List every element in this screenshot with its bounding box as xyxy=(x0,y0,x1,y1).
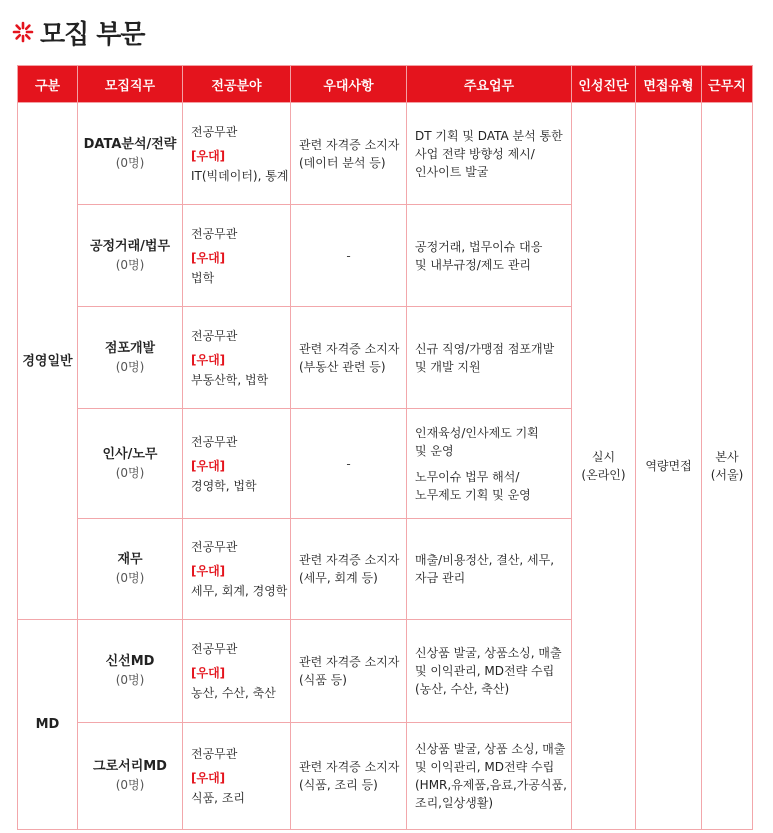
major-main: 전공무관 xyxy=(191,226,238,241)
sunburst-icon xyxy=(12,21,34,43)
major-main: 전공무관 xyxy=(191,328,238,343)
table-header-row xyxy=(18,66,753,103)
preference-cell xyxy=(291,307,407,409)
major-pref: 법학 xyxy=(191,270,215,285)
job-cell xyxy=(78,307,183,409)
job-cell xyxy=(78,205,183,307)
recruitment-table xyxy=(17,65,753,830)
duty-line: 조리,일상생활) xyxy=(415,796,494,810)
location-line: 본사 xyxy=(715,450,739,464)
duty-line: 인사이트 발굴 xyxy=(415,164,489,179)
interview-type: 역량면접 xyxy=(645,459,692,473)
header-preference: 우대사항 xyxy=(291,66,407,103)
pref-label: [우대] xyxy=(191,458,226,473)
duty-line: 및 내부규정/제도 관리 xyxy=(415,257,532,272)
duty-line: 노무이슈 법무 해석/ xyxy=(415,469,520,484)
duties-cell xyxy=(407,103,572,205)
interview-cell xyxy=(636,103,702,830)
major-cell xyxy=(183,723,291,830)
header-duties: 주요업무 xyxy=(407,66,572,103)
job-cell xyxy=(78,519,183,620)
major-main: 전공무관 xyxy=(191,747,238,761)
major-main: 전공무관 xyxy=(191,124,238,139)
header-interview: 면접유형 xyxy=(636,66,702,103)
major-cell xyxy=(183,620,291,723)
header-category: 구분 xyxy=(18,66,78,103)
preference-line: 관련 자격증 소지자 xyxy=(299,655,400,669)
preference-cell xyxy=(291,723,407,830)
category-label: MD xyxy=(35,717,60,732)
job-cell xyxy=(78,620,183,723)
duty-line: 신상품 발굴, 상품 소싱, 매출 xyxy=(415,742,566,756)
duty-line: (HMR,유제품,음료,가공식품, xyxy=(415,778,567,792)
major-pref: 경영학, 법학 xyxy=(191,478,257,493)
category-cell xyxy=(18,620,78,830)
preference-cell xyxy=(291,519,407,620)
major-pref: 부동산학, 법학 xyxy=(191,372,269,387)
job-count: (0명) xyxy=(115,673,145,687)
preference-cell xyxy=(291,620,407,723)
duties-cell xyxy=(407,205,572,307)
job-cell xyxy=(78,103,183,205)
duty-line: (농산, 수산, 축산) xyxy=(415,682,510,696)
duties-cell xyxy=(407,307,572,409)
job-cell xyxy=(78,409,183,519)
preference-line: (식품 등) xyxy=(299,673,347,687)
duty-line: 및 개발 지원 xyxy=(415,359,481,374)
duties-cell xyxy=(407,519,572,620)
duty-line: 및 운영 xyxy=(415,443,454,458)
duty-line: 신규 직영/가맹점 점포개발 xyxy=(415,341,555,356)
preference-line: 관련 자격증 소지자 xyxy=(299,553,400,567)
job-cell xyxy=(78,723,183,830)
pref-label: [우대] xyxy=(191,250,226,265)
preference-line: 관련 자격증 소지자 xyxy=(299,341,400,356)
job-name: 그로서리MD xyxy=(93,759,167,774)
major-main: 전공무관 xyxy=(191,642,238,656)
major-main: 전공무관 xyxy=(191,434,238,449)
duty-line: 매출/비용정산, 결산, 세무, xyxy=(415,553,555,567)
header-major: 전공분야 xyxy=(183,66,291,103)
duty-line: 자금 관리 xyxy=(415,571,466,585)
duty-line: 인재육성/인사제도 기획 xyxy=(415,425,539,440)
preference-cell xyxy=(291,205,407,307)
pref-label: [우대] xyxy=(191,564,226,578)
duty-line: 사업 전략 방향성 제시/ xyxy=(415,146,535,161)
duties-cell xyxy=(407,409,572,519)
duties-cell xyxy=(407,723,572,830)
page-title: 모집 부문 xyxy=(40,19,145,50)
duty-line: 공정거래, 법무이슈 대응 xyxy=(415,239,543,254)
preference-line: - xyxy=(346,456,351,471)
job-name: 재무 xyxy=(117,552,143,567)
job-count: (0명) xyxy=(115,571,145,585)
duty-line: 및 이익관리, MD전략 수립 xyxy=(415,760,555,774)
major-cell xyxy=(183,103,291,205)
major-cell xyxy=(183,205,291,307)
header-job: 모집직무 xyxy=(78,66,183,103)
location-cell xyxy=(702,103,753,830)
major-main: 전공무관 xyxy=(191,540,238,554)
preference-line: (세무, 회계 등) xyxy=(299,571,378,585)
header-personality: 인성진단 xyxy=(572,66,636,103)
duties-cell xyxy=(407,620,572,723)
job-name: 신선MD xyxy=(105,654,155,669)
duty-line: 신상품 발굴, 상품소싱, 매출 xyxy=(415,646,562,660)
duty-line: 및 이익관리, MD전략 수립 xyxy=(415,664,555,678)
pref-label: [우대] xyxy=(191,666,226,680)
preference-line: 관련 자격증 소지자 xyxy=(299,760,400,774)
job-count: (0명) xyxy=(115,465,145,480)
major-pref: 농산, 수산, 축산 xyxy=(191,686,276,700)
major-pref: 식품, 조리 xyxy=(191,791,245,805)
job-count: (0명) xyxy=(115,778,145,792)
pref-label: [우대] xyxy=(191,148,226,163)
personality-line: (온라인) xyxy=(581,468,626,482)
job-count: (0명) xyxy=(115,359,145,374)
category-label: 경영일반 xyxy=(22,353,73,369)
pref-label: [우대] xyxy=(191,352,226,367)
major-cell xyxy=(183,519,291,620)
preference-line: (데이터 분석 등) xyxy=(299,155,386,170)
personality-line: 실시 xyxy=(591,450,616,464)
major-pref: 세무, 회계, 경영학 xyxy=(191,584,288,598)
preference-line: - xyxy=(346,248,351,263)
preference-cell xyxy=(291,409,407,519)
job-name: DATA분석/전략 xyxy=(83,136,177,152)
location-line: (서울) xyxy=(710,468,744,482)
job-count: (0명) xyxy=(115,155,145,170)
duty-line: DT 기획 및 DATA 분석 통한 xyxy=(415,128,563,143)
preference-line: (식품, 조리 등) xyxy=(299,778,378,792)
category-cell xyxy=(18,103,78,620)
job-name: 공정거래/법무 xyxy=(89,238,171,254)
job-name: 점포개발 xyxy=(104,340,156,356)
table-row xyxy=(18,103,753,205)
major-cell xyxy=(183,409,291,519)
section-title xyxy=(12,12,145,52)
personality-cell xyxy=(572,103,636,830)
job-count: (0명) xyxy=(115,257,145,272)
major-cell xyxy=(183,307,291,409)
job-name: 인사/노무 xyxy=(102,446,158,462)
header-location: 근무지 xyxy=(702,66,753,103)
major-pref: IT(빅데이터), 통계 xyxy=(191,168,289,183)
preference-line: 관련 자격증 소지자 xyxy=(299,137,400,152)
preference-line: (부동산 관련 등) xyxy=(299,359,386,374)
duty-line: 노무제도 기획 및 운영 xyxy=(415,487,531,502)
preference-cell xyxy=(291,103,407,205)
pref-label: [우대] xyxy=(191,771,226,785)
